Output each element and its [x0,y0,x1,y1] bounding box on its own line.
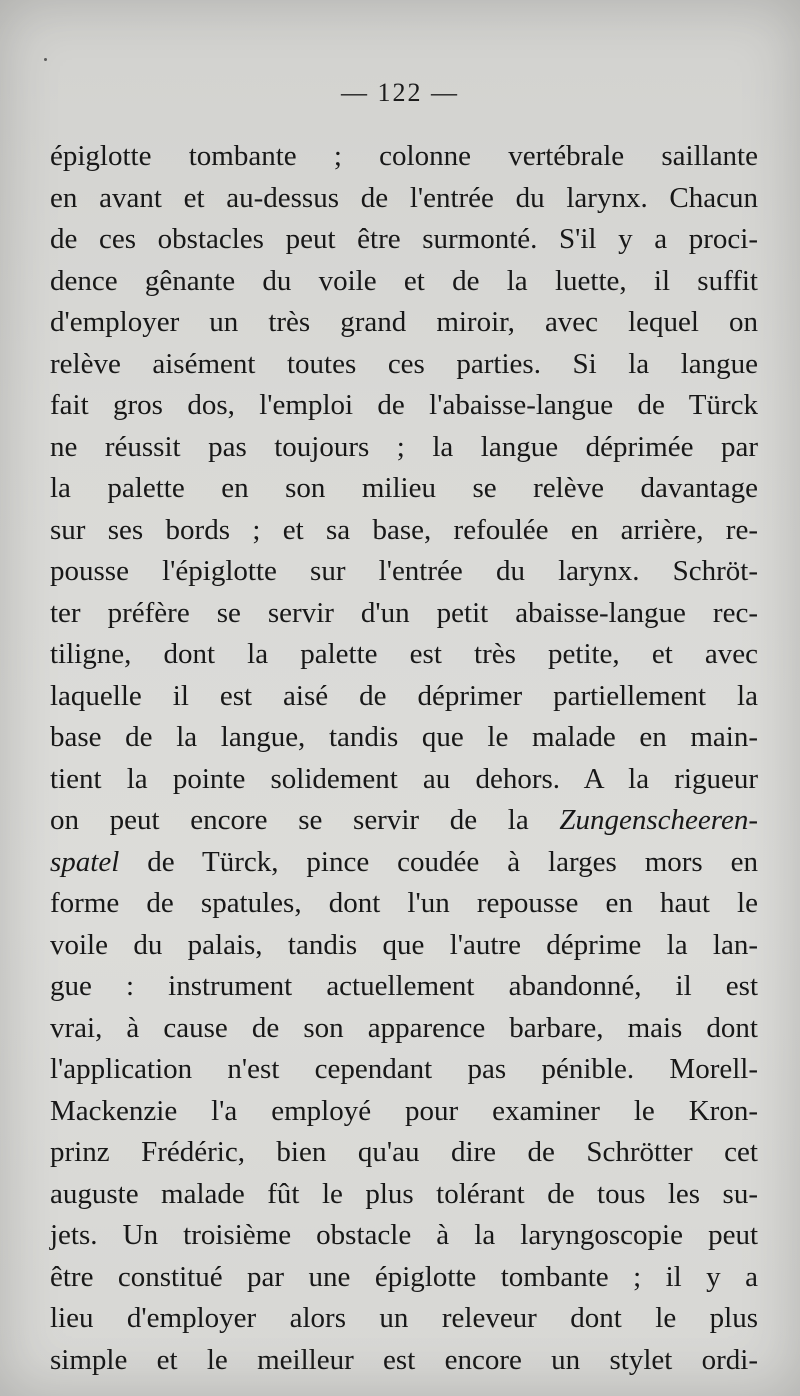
text-line: fait gros dos, l'emploi de l'abaisse-langue de Türck [50,389,758,421]
text-line: simple et le meilleur est encore un stylet ordi- [50,1343,758,1376]
text-line: voile du palais, tandis que l'autre déprime la lan- [50,928,758,961]
italic-term: Zungenscheeren- [559,804,759,836]
text-line: sur ses bords ; et sa base, refoulée en arrière, re- [50,513,758,546]
text-line [50,800,758,842]
text-line: de ces obstacles peut être surmonté. S'il y a proci- [50,223,758,255]
text-line: pousse l'épiglotte sur l'entrée du larynx. Schröt- [50,555,758,587]
text-line: être constitué par une épiglotte tombante ; il y a [50,1260,758,1293]
text-line: l'application n'est cependant pas pénible. Morell- [50,1053,758,1085]
text-line: gue : instrument actuellement abandonné, il est [50,970,758,1002]
text-line: tiligne, dont la palette est très petite, et avec [50,638,758,670]
text-line: auguste malade fût le plus tolérant de tous les su- [50,1177,758,1210]
text-line: laquelle il est aisé de déprimer partiellement la [50,679,758,712]
text-line: tient la pointe solidement au dehors. A la rigueur [50,762,758,795]
text-line: en avant et au-dessus de l'entrée du larynx. Chacun [50,181,758,214]
text-line: base de la langue, tandis que le malade en main- [50,721,758,753]
text-line: d'employer un très grand miroir, avec lequel on [50,306,758,338]
text-line [50,842,758,884]
text-line: jets. Un troisième obstacle à la laryngoscopie peut [50,1219,758,1251]
text-line: dence gênante du voile et de la luette, il suffit [50,264,758,297]
text-line: ter préfère se servir d'un petit abaisse-langue rec- [50,596,758,629]
text-line: épiglotte tombante ; colonne vertébrale saillante [50,140,758,172]
text-line: Mackenzie l'a employé pour examiner le Kron- [50,1094,758,1127]
text-line: ne réussit pas toujours ; la langue déprimée par [50,430,758,463]
page-number: — 122 — [341,78,459,107]
ink-speck [44,58,47,61]
text-line: prinz Frédéric, bien qu'au dire de Schrötter cet [50,1136,758,1168]
text-line: la palette en son milieu se relève davantage [50,472,758,504]
text-line: vrai, à cause de son apparence barbare, mais dont [50,1011,758,1044]
text-segment: on peut encore se servir de la [50,804,529,836]
text-line: lieu d'employer alors un releveur dont le plus [50,1302,758,1334]
text-line: forme de spatules, dont l'un repousse en haut le [50,887,758,919]
text-line: relève aisément toutes ces parties. Si la langue [50,347,758,380]
italic-term: spatel [50,845,120,878]
text-segment: de Türck, pince coudée à larges mors en [147,845,758,878]
body-text [50,136,758,1381]
